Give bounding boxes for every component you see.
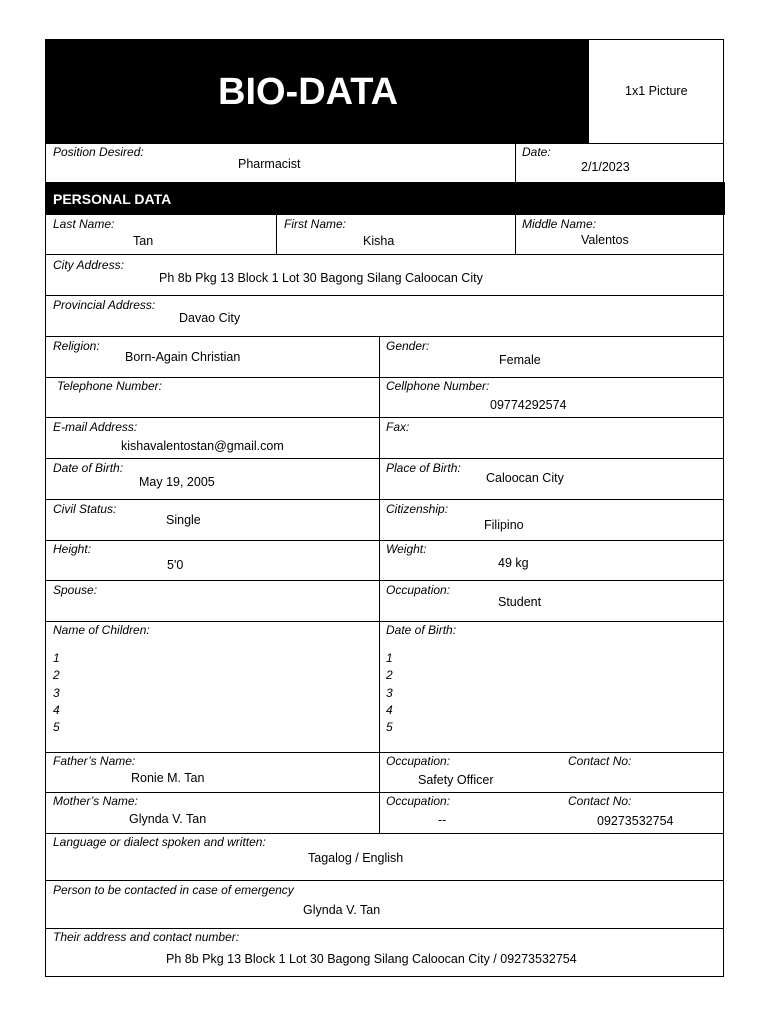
- child-dob-number: 5: [386, 720, 393, 734]
- father-contact-label: Contact No:: [568, 754, 632, 768]
- child-number: 1: [53, 651, 60, 665]
- weight-value: 49 kg: [498, 556, 529, 570]
- gender-label: Gender:: [386, 339, 430, 353]
- column-divider: [276, 215, 277, 254]
- citizenship-label: Citizenship:: [386, 502, 449, 516]
- telephone-label: Telephone Number:: [57, 379, 162, 393]
- bio-data-form: [45, 39, 724, 977]
- row-divider: [46, 880, 723, 881]
- city-address-value: Ph 8b Pkg 13 Block 1 Lot 30 Bagong Silang Caloocan City: [159, 271, 483, 285]
- mother-occupation-value: --: [438, 813, 447, 827]
- position-desired-value: Pharmacist: [238, 157, 301, 171]
- father-name-label: Father’s Name:: [53, 754, 136, 768]
- civil-status-label: Civil Status:: [53, 502, 117, 516]
- row-divider: [46, 295, 723, 296]
- picture-placeholder-label: 1x1 Picture: [625, 84, 688, 98]
- date-of-birth-value: May 19, 2005: [139, 475, 215, 489]
- cellphone-label: Cellphone Number:: [386, 379, 490, 393]
- height-label: Height:: [53, 542, 92, 556]
- provincial-address-label: Provincial Address:: [53, 298, 156, 312]
- mother-occupation-label: Occupation:: [386, 794, 451, 808]
- column-divider: [379, 336, 380, 833]
- row-divider: [46, 792, 723, 793]
- emergency-contact-value: Glynda V. Tan: [303, 903, 381, 917]
- fax-label: Fax:: [386, 420, 410, 434]
- child-dob-number: 3: [386, 686, 393, 700]
- row-divider: [46, 417, 723, 418]
- city-address-label: City Address:: [53, 258, 124, 272]
- row-divider: [46, 499, 723, 500]
- mother-contact-label: Contact No:: [568, 794, 632, 808]
- first-name-value: Kisha: [363, 234, 395, 248]
- weight-label: Weight:: [386, 542, 427, 556]
- religion-label: Religion:: [53, 339, 100, 353]
- row-divider: [46, 143, 723, 144]
- spouse-label: Spouse:: [53, 583, 98, 597]
- row-divider: [46, 580, 723, 581]
- mother-name-value: Glynda V. Tan: [129, 812, 207, 826]
- row-divider: [46, 254, 723, 255]
- child-dob-number: 4: [386, 703, 393, 717]
- emergency-address-label: Their address and contact number:: [53, 930, 240, 944]
- mother-contact-value: 09273532754: [597, 814, 674, 828]
- email-value: kishavalentostan@gmail.com: [121, 439, 284, 453]
- row-divider: [46, 621, 723, 622]
- emergency-address-value: Ph 8b Pkg 13 Block 1 Lot 30 Bagong Silang Caloocan City / 09273532754: [166, 952, 577, 966]
- place-of-birth-label: Place of Birth:: [386, 461, 461, 475]
- child-number: 4: [53, 703, 60, 717]
- middle-name-label: Middle Name:: [522, 217, 597, 231]
- emergency-contact-label: Person to be contacted in case of emergency: [53, 883, 294, 897]
- section-title-personal-data: PERSONAL DATA: [53, 191, 172, 207]
- date-of-birth-label: Date of Birth:: [53, 461, 124, 475]
- child-number: 3: [53, 686, 60, 700]
- row-divider: [46, 540, 723, 541]
- religion-value: Born-Again Christian: [125, 350, 241, 364]
- language-label: Language or dialect spoken and written:: [53, 835, 266, 849]
- children-label: Name of Children:: [53, 623, 150, 637]
- position-desired-label: Position Desired:: [53, 145, 144, 159]
- email-label: E-mail Address:: [53, 420, 138, 434]
- row-divider: [46, 833, 723, 834]
- row-divider: [46, 928, 723, 929]
- row-divider: [46, 752, 723, 753]
- place-of-birth-value: Caloocan City: [486, 471, 564, 485]
- child-number: 5: [53, 720, 60, 734]
- occupation-label: Occupation:: [386, 583, 451, 597]
- height-value: 5'0: [167, 558, 184, 572]
- last-name-label: Last Name:: [53, 217, 115, 231]
- children-dob-label: Date of Birth:: [386, 623, 457, 637]
- provincial-address-value: Davao City: [179, 311, 241, 325]
- citizenship-value: Filipino: [484, 518, 524, 532]
- child-dob-number: 2: [386, 668, 393, 682]
- column-divider: [515, 143, 516, 182]
- middle-name-value: Valentos: [581, 233, 629, 247]
- father-name-value: Ronie M. Tan: [131, 771, 205, 785]
- cellphone-value: 09774292574: [490, 398, 567, 412]
- child-dob-number: 1: [386, 651, 393, 665]
- mother-name-label: Mother’s Name:: [53, 794, 138, 808]
- last-name-value: Tan: [133, 234, 154, 248]
- child-number: 2: [53, 668, 60, 682]
- civil-status-value: Single: [166, 513, 201, 527]
- language-value: Tagalog / English: [308, 851, 404, 865]
- row-divider: [46, 377, 723, 378]
- father-occupation-label: Occupation:: [386, 754, 451, 768]
- form-title: BIO-DATA: [218, 71, 399, 113]
- date-label: Date:: [522, 145, 551, 159]
- row-divider: [46, 336, 723, 337]
- date-value: 2/1/2023: [581, 160, 630, 174]
- first-name-label: First Name:: [284, 217, 347, 231]
- column-divider: [515, 215, 516, 254]
- father-occupation-value: Safety Officer: [418, 773, 494, 787]
- row-divider: [46, 458, 723, 459]
- picture-box-divider: [588, 40, 589, 143]
- occupation-value: Student: [498, 595, 542, 609]
- gender-value: Female: [499, 353, 541, 367]
